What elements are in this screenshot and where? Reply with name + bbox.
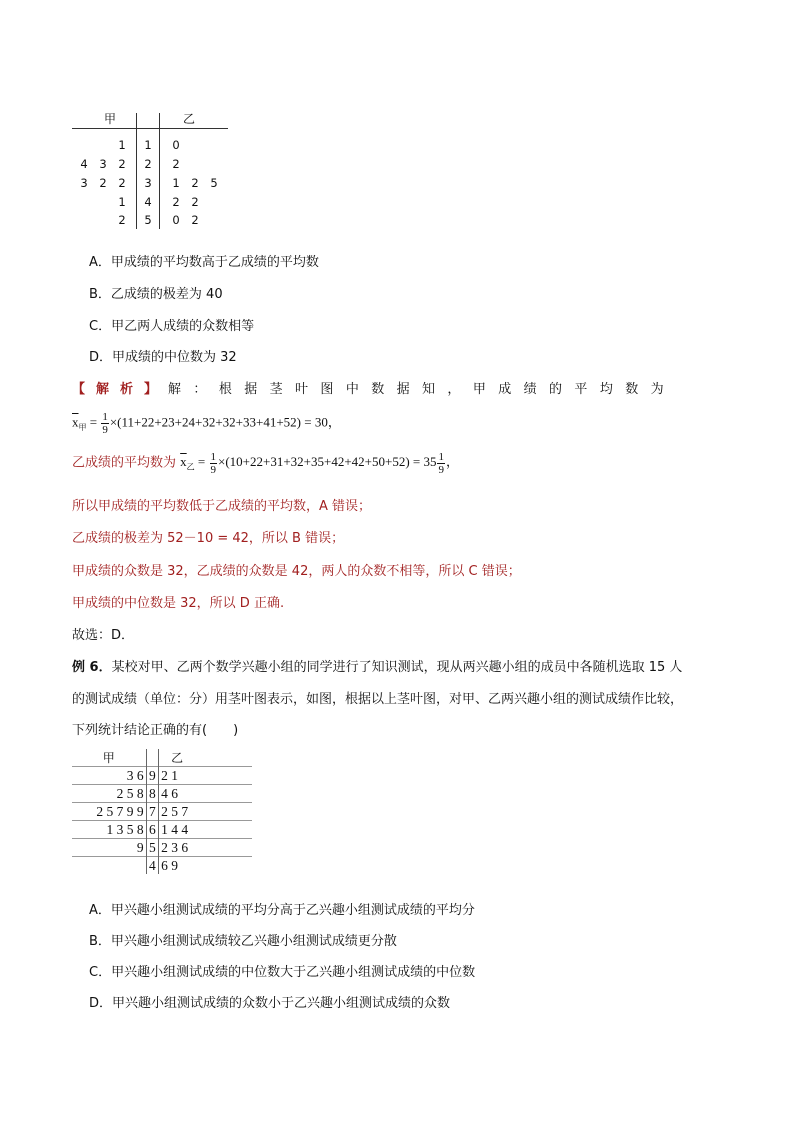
plot1-leaf-right: 5 xyxy=(210,176,218,190)
plot1-divider-right xyxy=(159,113,160,229)
plot2-leaf-right: 2 3 6 xyxy=(161,839,189,855)
plot1-leaf-left: 2 xyxy=(118,157,126,171)
plot2-leaf-left: 1 3 5 8 xyxy=(106,821,144,837)
fraction: $\frac{1}{9}$ xyxy=(102,411,108,436)
plot1-divider-left xyxy=(136,113,137,229)
solution-intro-line xyxy=(72,378,722,397)
punctuation: ， xyxy=(445,454,459,470)
plot2-stem: 7 xyxy=(146,803,159,821)
solution-line5: 甲成绩的众数是 32，乙成绩的众数是 42，两人的众数不相等，所以 C 错误； xyxy=(72,564,521,579)
plot1-leaf-left: 2 xyxy=(118,176,126,190)
solution-answer: 故选：D． xyxy=(72,628,135,643)
solution-line6: 甲成绩的中位数是 32，所以 D 正确. xyxy=(72,596,285,611)
q6-option-b[interactable]: B．甲兴趣小组测试成绩较乙兴趣小组测试成绩更分散 xyxy=(89,934,397,949)
plot1-leaf-right: 2 xyxy=(172,195,180,209)
plot1-stem: 2 xyxy=(144,157,152,171)
plot1-left-header: 甲 xyxy=(104,112,117,126)
plot1-leaf-left: 1 xyxy=(118,195,126,209)
expression: ×(11+22+23+24+32+32+33+41+52) = 30， xyxy=(109,414,341,430)
example6-label: 例 6． xyxy=(72,660,112,675)
plot1-leaf-right: 2 xyxy=(191,213,199,227)
solution-bracket: 【解析】 xyxy=(72,382,169,397)
plot1-leaf-right: 2 xyxy=(191,176,199,190)
q5-option-d[interactable]: D．甲成绩的中位数为 32 xyxy=(89,350,237,365)
plot1-stem: 4 xyxy=(144,195,152,209)
q6-option-d[interactable]: D．甲兴趣小组测试成绩的众数小于乙兴趣小组测试成绩的众数 xyxy=(89,996,451,1011)
plot1-leaf-right: 0 xyxy=(172,138,180,152)
equals: = xyxy=(197,454,206,470)
plot1-leaf-left: 4 xyxy=(80,157,88,171)
fraction: $\frac{1}{9}$ xyxy=(210,451,216,476)
plot1-leaf-left: 2 xyxy=(118,213,126,227)
q5-option-a[interactable]: A．甲成绩的平均数高于乙成绩的平均数 xyxy=(89,255,319,270)
solution-line4: 乙成绩的极差为 52－10 = 42，所以 B 错误； xyxy=(72,531,345,546)
mean-subscript: 甲 xyxy=(78,423,87,433)
expression: ×(10+22+31+32+35+42+42+50+52) = 35 xyxy=(218,454,437,470)
plot1-stem: 3 xyxy=(144,176,152,190)
plot2-leaf-right: 6 9 xyxy=(161,857,178,873)
plot1-stem: 5 xyxy=(144,213,152,227)
plot2-leaf-left: 3 6 xyxy=(126,767,144,783)
fraction: $\frac{1}{9}$ xyxy=(438,451,444,476)
plot2-left-header: 甲 xyxy=(102,751,115,765)
plot1-leaf-left: 2 xyxy=(99,176,107,190)
plot1-leaf-right: 0 xyxy=(172,213,180,227)
solution-mean-jia xyxy=(72,411,341,436)
q5-option-b[interactable]: B．乙成绩的极差为 40 xyxy=(89,287,223,302)
plot2-right-header: 乙 xyxy=(171,751,184,765)
mean-symbol: $\overline{x}$ xyxy=(180,454,187,470)
plot2-leaf-right: 4 6 xyxy=(161,785,178,801)
plot2-leaf-right: 2 5 7 xyxy=(161,803,189,819)
equals: = xyxy=(89,414,98,430)
plot1-leaf-right: 2 xyxy=(172,157,180,171)
plot2-leaf-left: 2 5 8 xyxy=(116,785,144,801)
mean-symbol: $\overline{x}$ xyxy=(72,414,79,430)
example6-line3: 下列统计结论正确的有( ) xyxy=(72,723,239,738)
q6-option-c[interactable]: C．甲兴趣小组测试成绩的中位数大于乙兴趣小组测试成绩的中位数 xyxy=(89,965,476,980)
plot2-leaf-left xyxy=(72,857,146,875)
plot1-leaf-right: 2 xyxy=(191,195,199,209)
solution-intro: 解：根据茎叶图中数据知，甲成绩的平均数为 xyxy=(168,382,677,397)
stem-leaf-plot-2 xyxy=(72,749,252,874)
mean-subscript: 乙 xyxy=(186,463,195,473)
plot2-stem: 4 xyxy=(146,857,159,875)
example6-line2: 的测试成绩（单位：分）用茎叶图表示，如图，根据以上茎叶图，对甲、乙两兴趣小组的测试成绩作比较， xyxy=(72,692,684,707)
plot1-stem: 1 xyxy=(144,138,152,152)
plot2-leaf-right: 2 1 xyxy=(161,767,178,783)
line-prefix: 乙成绩的平均数为 xyxy=(72,455,177,471)
q6-option-a[interactable]: A．甲兴趣小组测试成绩的平均分高于乙兴趣小组测试成绩的平均分 xyxy=(89,903,475,918)
plot1-leaf-left: 1 xyxy=(118,138,126,152)
plot1-leaf-left: 3 xyxy=(99,157,107,171)
plot1-leaf-right: 1 xyxy=(172,176,180,190)
plot1-leaf-left: 3 xyxy=(80,176,88,190)
q5-option-c[interactable]: C．甲乙两人成绩的众数相等 xyxy=(89,319,255,334)
plot2-leaf-left: 2 5 7 9 9 xyxy=(96,803,144,819)
plot1-right-header: 乙 xyxy=(183,112,196,126)
example6-line1 xyxy=(72,656,682,675)
solution-line3: 所以甲成绩的平均数低于乙成绩的平均数，A 错误； xyxy=(72,499,372,514)
plot2-stem: 9 xyxy=(146,767,159,785)
plot2-stem: 6 xyxy=(146,821,159,839)
solution-mean-yi xyxy=(72,451,459,476)
plot2-leaf-left: 9 xyxy=(136,839,144,855)
example6-text: 某校对甲、乙两个数学兴趣小组的同学进行了知识测试，现从两兴趣小组的成员中各随机选取 15 人 xyxy=(111,660,683,675)
plot2-stem: 8 xyxy=(146,785,159,803)
plot2-stem: 5 xyxy=(146,839,159,857)
plot1-header-rule xyxy=(72,128,228,129)
plot2-leaf-right: 1 4 4 xyxy=(161,821,189,837)
